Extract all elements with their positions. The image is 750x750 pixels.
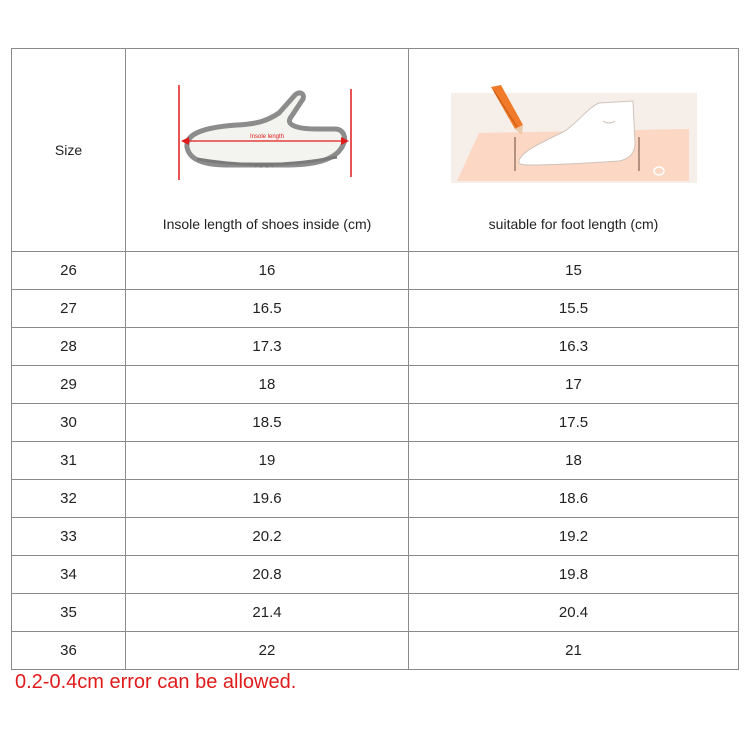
tolerance-note: 0.2-0.4cm error can be allowed. [15,671,297,693]
table-row [12,366,739,404]
foot-header-cell [409,49,739,252]
insole-length-cell: 20.2 [126,518,409,556]
foot-length-cell: 16.3 [409,328,739,366]
foot-length-cell: 19.8 [409,556,739,594]
insole-length-cell: 22 [126,632,409,670]
insole-length-cell: 18 [126,366,409,404]
foot-length-cell: 18 [409,442,739,480]
table-row [12,290,739,328]
foot-measure-illustration-icon [449,85,699,185]
size-cell: 26 [12,252,126,290]
table-row [12,556,739,594]
foot-length-cell: 17.5 [409,404,739,442]
size-cell: 31 [12,442,126,480]
shoe-insole-diagram-icon [167,85,367,180]
insole-header-cell [126,49,409,252]
table-row [12,632,739,670]
foot-length-cell: 19.2 [409,518,739,556]
table-row [12,252,739,290]
size-cell: 27 [12,290,126,328]
table-row [12,404,739,442]
insole-length-cell: 16 [126,252,409,290]
insole-length-cell: 17.3 [126,328,409,366]
size-cell: 29 [12,366,126,404]
insole-length-cell: 16.5 [126,290,409,328]
insole-header: Insole length of shoes inside (cm) [162,216,372,232]
size-cell: 34 [12,556,126,594]
size-cell: 32 [12,480,126,518]
size-cell: 33 [12,518,126,556]
size-header-cell [12,49,126,252]
insole-length-cell: 20.8 [126,556,409,594]
header-row [12,49,739,252]
insole-diagram-label: Insole length [249,134,285,140]
insole-length-cell: 18.5 [126,404,409,442]
table-row [12,328,739,366]
foot-length-cell: 21 [409,632,739,670]
insole-length-cell: 21.4 [126,594,409,632]
table-row [12,594,739,632]
size-chart-table [11,48,739,670]
table-row [12,442,739,480]
foot-length-cell: 20.4 [409,594,739,632]
foot-length-cell: 15.5 [409,290,739,328]
foot-length-cell: 15 [409,252,739,290]
size-cell: 36 [12,632,126,670]
size-cell: 35 [12,594,126,632]
size-header: Size [54,141,83,158]
table-row [12,518,739,556]
foot-header: suitable for foot length (cm) [488,216,659,232]
size-cell: 30 [12,404,126,442]
insole-length-cell: 19.6 [126,480,409,518]
table-row [12,480,739,518]
size-cell: 28 [12,328,126,366]
insole-length-cell: 19 [126,442,409,480]
foot-length-cell: 18.6 [409,480,739,518]
foot-length-cell: 17 [409,366,739,404]
